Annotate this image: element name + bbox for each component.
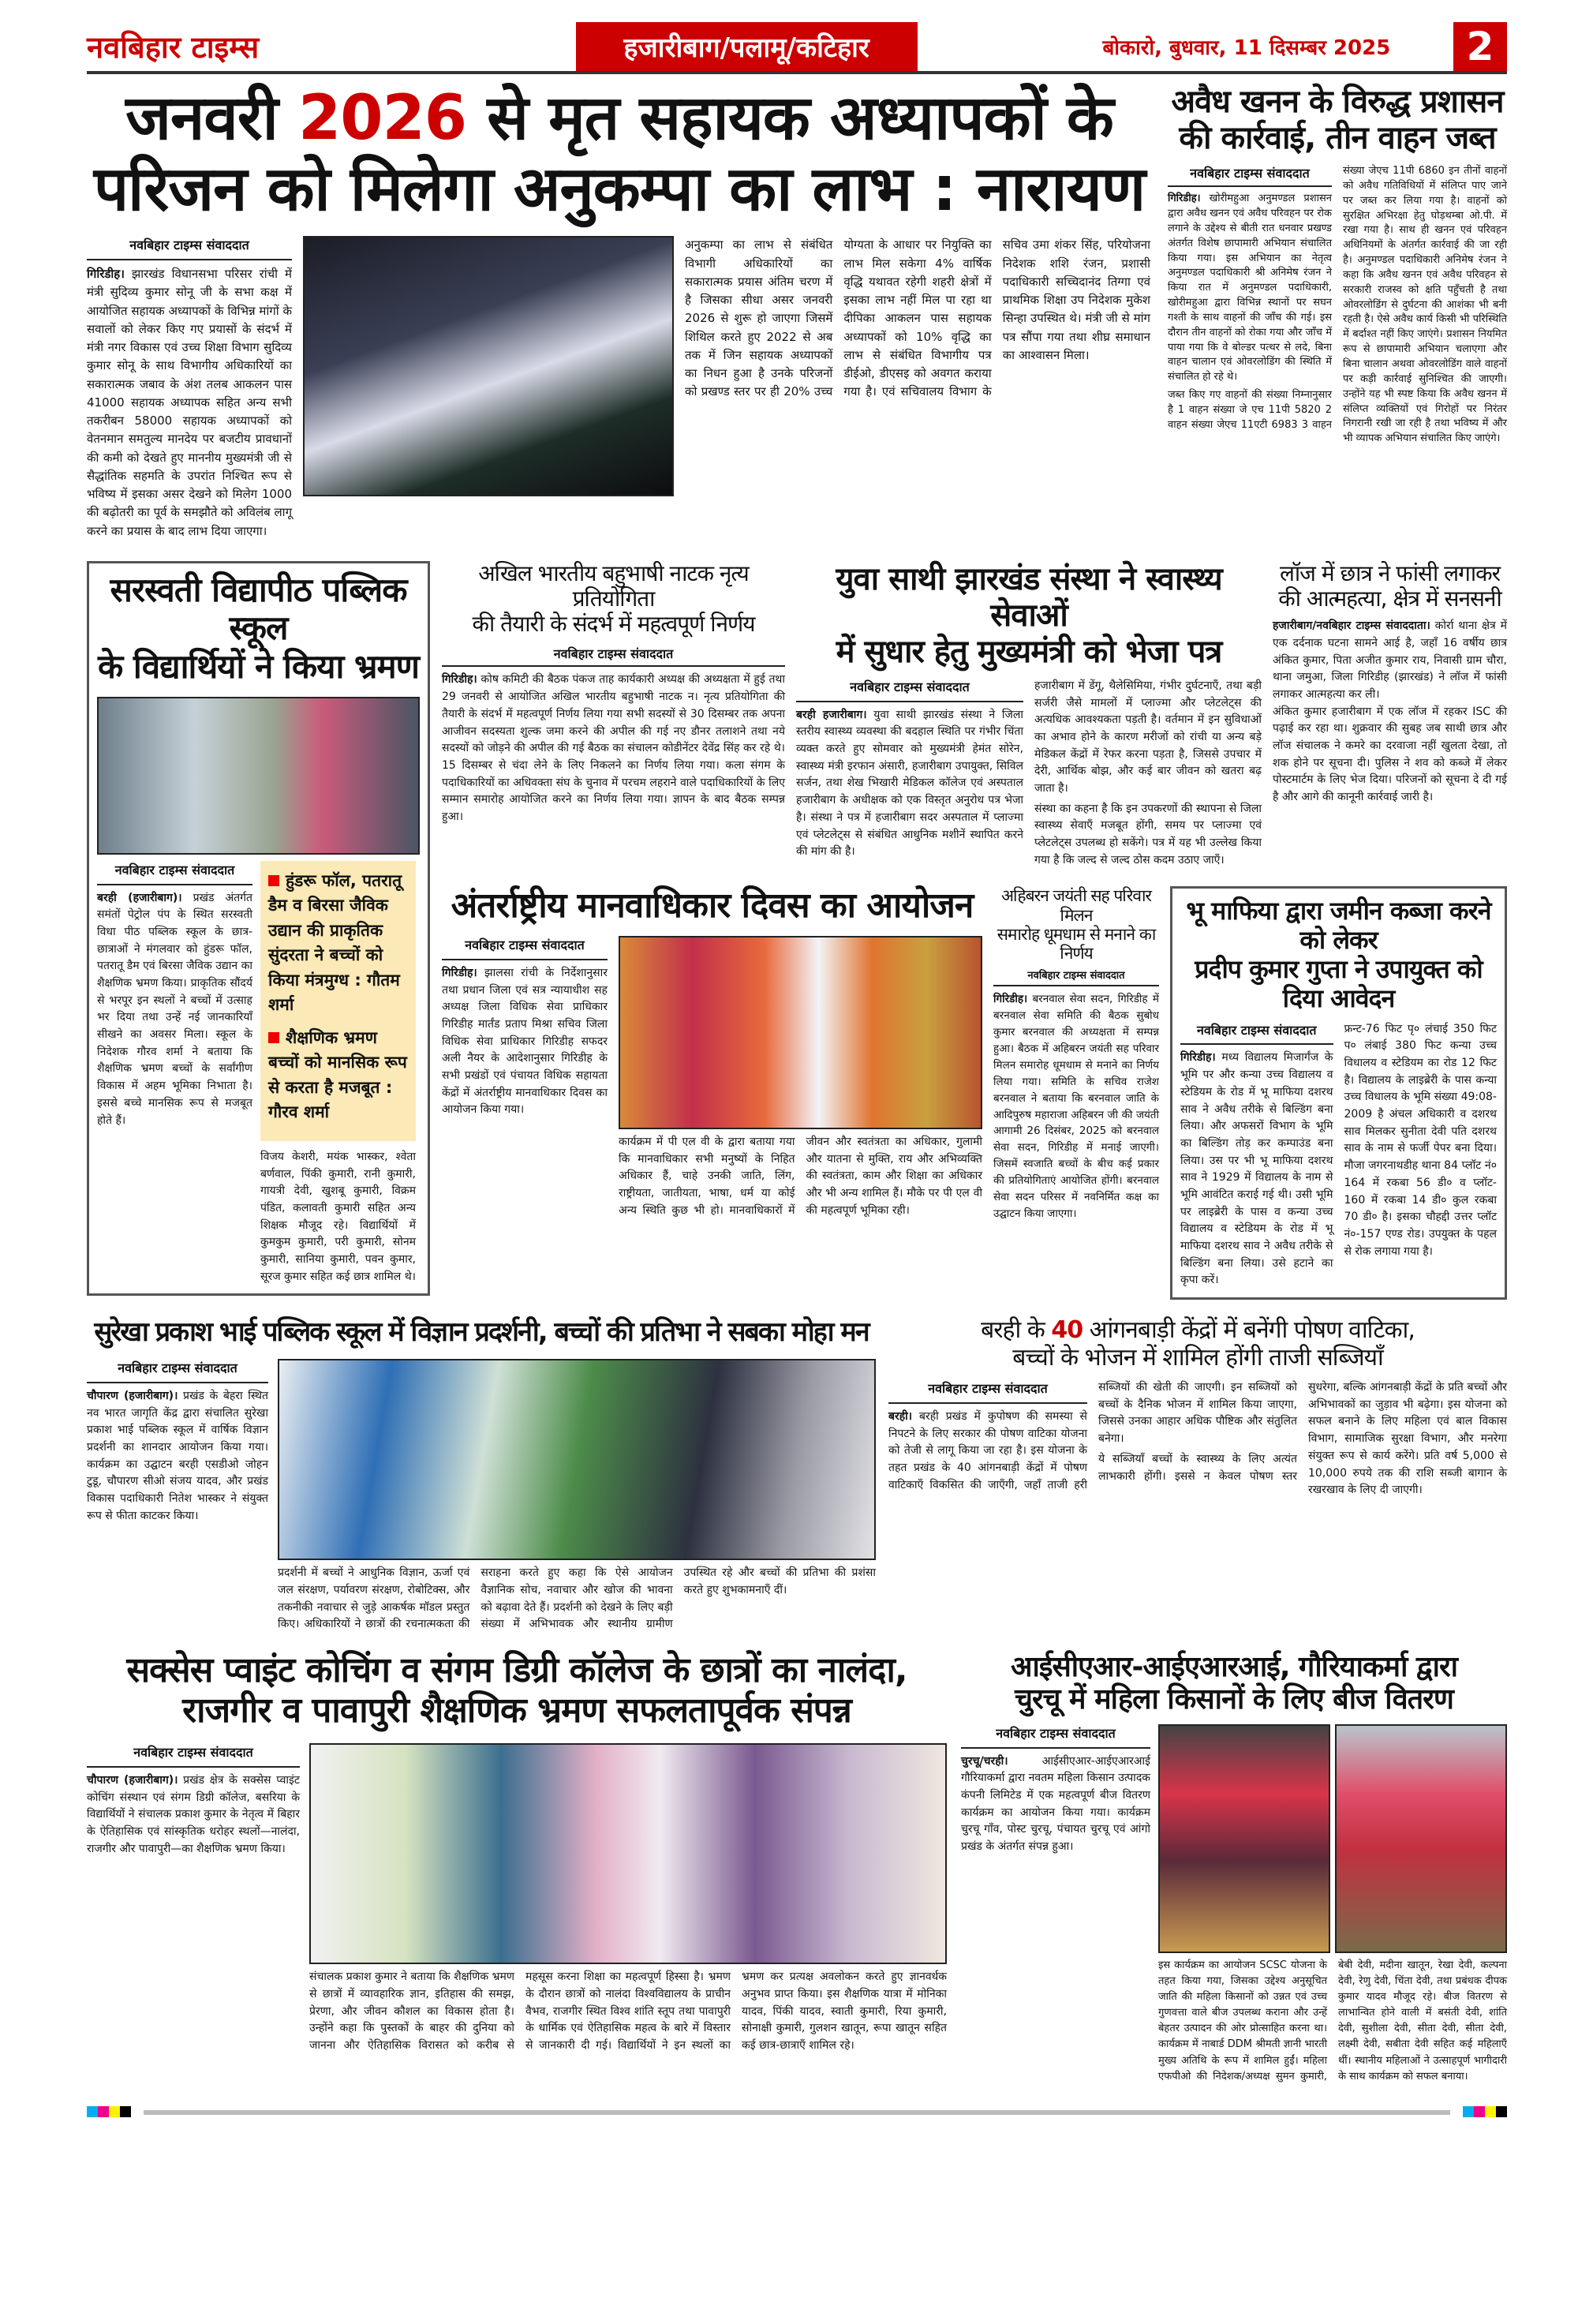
story-body	[1180, 1021, 1497, 1289]
headline-line-1: अवैध खनन के विरुद्ध प्रशासन	[1171, 84, 1504, 120]
story-body	[442, 936, 608, 1219]
paragraph: मध्य विद्यालय मिजार्गंज के भूमि पर और कन्या उच्च विद्यालय व स्टेडियम के रोड में भू माफिया दशरथ साव ने अवैध तरीके से बिल्डिंग बना लिया। और अफसरों विभाग के भूमि का बिल्डिंग तोड़ कर कम्पाउंड बना लिया। उस पर भी भू माफिया दशरथ साव ने 1929 में विद्यालय के नाम से भूमि आवंटित कराई गई थी। उसी भूमि पर लाइब्रेरी के पास व कन्या उच्च विद्यालय व स्टेडियम के रोड में भू माफिया दशरथ साव ने अवैध तरीके से बिल्डिंग बना लिया। उसे हटाने का कृपा करें।	[1180, 1051, 1333, 1287]
headline-line-1: अखिल भारतीय बहुभाषी नाटक नृत्य प्रतियोगिता	[478, 559, 749, 612]
headline-line-1: भू माफिया द्वारा जमीन कब्जा करने को लेकर	[1186, 896, 1491, 956]
color-mark	[120, 2106, 131, 2117]
paragraph: कार्यक्रम में पी एल वी के द्वारा बताया गया कि मानवाधिकार सभी मनुष्यों के निहित अधिकार हैं, चाहे उनकी जाति, लिंग, राष्ट्रीयता, जातीयता, भाषा, धर्म या कोई अन्य स्थिति कुछ भी हो। मानवाधिकारों में जीवन और स्वतंत्रता का अधिकार, गुलामी और यातना से मुक्ति, राय और अभिव्यक्ति की स्वतंत्रता, काम और शिक्षा का अधिकार और भी अन्य शामिल हैं। मौके पर पी एल वी की महत्वपूर्ण भूमिका रही।	[619, 1136, 982, 1217]
headline-line-1: सक्सेस प्वाइंट कोचिंग व संगम डिग्री कॉलेज के छात्रों का नालंदा,	[126, 1649, 907, 1690]
headline: अंतर्राष्ट्रीय मानवाधिकार दिवस का आयोजन	[451, 885, 974, 926]
science-exhibition-article	[87, 1317, 876, 1634]
print-color-marks	[1463, 2105, 1507, 2120]
byline: नवबिहार टाइम्स संवाददात	[796, 678, 1023, 702]
page-number: 2	[1453, 22, 1507, 71]
highlight-quote: हुंडरू फॉल, पतरातू डैम व बिरसा जैविक उद्यान की प्राकृतिक सुंदरता ने बच्चों को किया मंत्रमुग्ध : गौतम शर्मा	[268, 870, 402, 1015]
byline: नवबिहार टाइम्स संवाददात	[442, 936, 608, 960]
paragraph: प्रखंड के बेहरा स्थित नव भारत जागृति केंद्र द्वारा संचालित सुरेखा प्रकाश भाई पब्लिक स्कूल में वार्षिक विज्ञान प्रदर्शनी का शानदार आयोजन किया गया। कार्यक्रम का उद्घाटन बरही एसडीओ जोहन टुडू, चौपारण सीओ संजय यादव, और प्रखंड विकास पदाधिकारी नितेश भास्कर ने संयुक्त रूप से फीता काटकर किया।	[87, 1389, 268, 1522]
story-body	[87, 1743, 300, 2054]
color-mark	[1474, 2106, 1485, 2117]
dateline: चौपारण (हजारीबाग)।	[87, 1773, 178, 1787]
print-color-marks	[87, 2105, 131, 2120]
paragraph: इस कार्यक्रम का आयोजन SCSC योजना के तहत किया गया, जिसका उद्देश्य अनुसूचित जाति की महिला किसानों को उन्नत एवं उच्च गुणवत्ता वाले बीज उपलब्ध कराना और उन्हें बेहतर उत्पादन की ओर प्रोत्साहित करना था। कार्यक्रम में नाबार्ड DDM श्रीमती ज्ञानी भारती मुख्य अतिथि के रूप में शामिल हुईं। महिला एफपीओ की निदेशक/अध्यक्ष सुमन कुमारी, बेबी देवी, मदीना खातून, रेखा देवी, कल्पना देवी, रेणु देवी, चिंता देवी, तथा प्रबंधक दीपक कुमार यादव मौजूद रहे। बीज वितरण से लाभान्वित होने वाली में बसंती देवी, शांति देवी, सुशीला देवी, सीता देवी, सीता देवी, लक्ष्मी देवी, सबीता देवी सहित कई महिलाएँ थीं। स्थानीय महिलाओं ने उत्साहपूर्ण भागीदारी के साथ कार्यक्रम को सफल बनाया।	[1158, 1959, 1507, 2083]
educational-tour-article	[87, 1651, 947, 2055]
science-exhibition-photo	[278, 1359, 876, 1560]
headline-line-2: प्रदीप कुमार गुप्ता ने उपायुक्त को दिया आवेदन	[1195, 954, 1483, 1013]
dateline: गिरिडीह।	[87, 267, 125, 282]
headline-line-2: चुरचू में महिला किसानों के लिए बीज वितरण	[1015, 1683, 1453, 1716]
ahibaran-jayanti-article	[993, 886, 1159, 1222]
paragraph: बरही प्रखंड में कुपोषण की समस्या से निपटने के लिए सरकार की पोषण वाटिका योजना को तेजी से लागू किया जा रहा है। इस योजना के तहत प्रखंड के 40 आंगनबाड़ी केंद्रों में पोषण वाटिकाएँ विकसित की जाएँगी, जहाँ ताजी हरी सब्जियों की खेती की जाएगी। इन सब्जियों को बच्चों के दैनिक भोजन में शामिल किया जाएगा, जिससे उनका आहार अधिक पौष्टिक और संतुलित बनेगा।	[888, 1381, 1297, 1491]
paragraph: फ्रन्ट-76 फिट पृ० लंचाई 350 फिट प० लंबाई 380 फिट कन्या उच्च विधालय व स्टेडियम का रोड 12 फिट है। विद्यालय के लाइब्रेरी के पास कन्या उच्च विधालय के भूमि संख्या 49:08-2009 है अंचल अधिकारी व दशरथ साव मिलकर सुनीता देवी पति दशरथ साव के नाम से फर्जी पेपर बना दिया। मौजा जगरनाथडीह थाना 84 प्लॉट नं० 164 में रकबा 56 डी० व प्लॉट- 160 में रकबा 14 डी० कुल रकबा 70 डी० है। इसका चौहद्दी उत्तर प्लॉट नं०-157 एण्ड रोड। उपयुक्त के पहल से रोक लगाया गया है।	[1344, 1022, 1497, 1258]
footer-bar	[144, 2110, 1450, 2115]
byline: नवबिहार टाइम्स संवाददात	[888, 1379, 1087, 1404]
dateline: बरही हजारीबाग।	[796, 708, 867, 721]
story-body	[87, 1359, 268, 1634]
headline-line-2: परिजन को मिलेगा अनुकम्पा का लाभ : नारायण	[93, 153, 1146, 225]
headline	[1273, 561, 1507, 612]
headline	[888, 1317, 1507, 1372]
dateline: गिरिडीह।	[993, 993, 1028, 1006]
headline-line-2: राजगीर व पावापुरी शैक्षणिक भ्रमण सफलतापूर्वक संपन्न	[182, 1690, 851, 1731]
lead-story-body	[685, 236, 1150, 496]
headline-part: आंगनबाड़ी केंद्रों में बनेंगी पोषण वाटिका,	[1083, 1316, 1415, 1345]
women-farmers-photo-2	[1335, 1724, 1507, 1953]
headline-line-2: समारोह धूमधाम से मनाने का निर्णय	[997, 924, 1156, 963]
headline	[1180, 896, 1497, 1012]
headline-line-1: सरस्वती विद्यापीठ पब्लिक स्कूल	[110, 570, 407, 648]
byline: नवबिहार टाइम्स संवाददात	[87, 236, 292, 260]
byline: नवबिहार टाइम्स संवाददात	[442, 645, 785, 667]
byline: नवबिहार टाइम्स संवाददात	[961, 1724, 1150, 1749]
edition-section-label: हजारीबाग/पलामू/कटिहार	[576, 22, 918, 71]
byline: नवबिहार टाइम्स संवाददात	[87, 1359, 268, 1383]
paragraph: कोष कमिटी की बैठक पंकज ताह कार्यकारी अध्यक्ष की अध्यक्षता में हुई तथा 29 जनवरी से आयोजित अखिल भारतीय बहुभाषी नाटक न। नृत्य प्रतियोगिता की तैयारी के संदर्भ में महत्वपूर्ण निर्णय लिया गया सभी सदस्यों से 30 दिसम्बर तक अपना आजीवन सदस्यता शुल्क जमा करने की अपील की गई नए डौनर तलाशने तथा नये सदस्यों को जोड़ने की अपील की गई बैठक का संचालन कोडीनेंटर देवेंद्र सिंह कर रहे थे। 15 दिसम्बर से चंदा लेने के लिए निकलने का निर्णय लिया गया। कला संगम के पदाधिकारियों का अधिवक्ता संघ के चुनाव में परचम लहराने वाले पदाधिकारियों के लिए सम्मान समारोह आयोजित करने का निर्णय लिया गया। ज्ञापन के बाद बैठक सम्पन्न हुआ।	[442, 673, 785, 823]
color-mark	[98, 2106, 109, 2117]
lead-story-col1	[87, 236, 292, 544]
students-group-photo	[309, 1743, 947, 1964]
dateline: बरही।	[888, 1409, 913, 1423]
human-rights-day-article	[442, 886, 982, 1219]
paragraph: आईसीएआर-आईएआरआई गौरियाकर्मा द्वारा नवतम महिला किसान उत्पादक कंपनी लिमिटेड में एक महत्वपूर्ण बीज वितरण कार्यक्रम का आयोजन किया गया। कार्यक्रम चुरचू गाँव, पोस्ट चुरचू, पंचायत चुरचू एवं आंगो प्रखंड के अंतर्गत संपन्न हुआ।	[961, 1754, 1150, 1853]
headline-line-1: आईसीएआर-आईएआरआई, गौरियाकर्मा द्वारा	[1010, 1650, 1457, 1683]
headline	[442, 561, 785, 638]
headline	[961, 1651, 1507, 1716]
paragraph: प्रदर्शनी में बच्चों ने आधुनिक विज्ञान, ऊर्जा एवं जल संरक्षण, पर्यावरण संरक्षण, रोबोटिक्स, और तकनीकी नवाचार से जुड़े आकर्षक मॉडल प्रस्तुत किए। अधिकारियों ने छात्रों की रचनात्मकता की सराहना करते हुए कहा कि ऐसे आयोजन वैज्ञानिक सोच, नवाचार और खोज की भावना को बढ़ावा देते हैं। प्रदर्शनी को देखने के लिए बड़ी संख्या में अभिभावक और स्थानीय ग्रामीण उपस्थित रहे और बच्चों की प्रतिभा की प्रशंसा करते हुए शुभकामनाएँ दीं।	[278, 1566, 876, 1631]
bullet-icon	[268, 875, 279, 886]
paragraph: झारखंड विधानसभा परिसर रांची में मंत्री सुदिव्य कुमार सोनू जी के सभा कक्ष में आयोजित सहायक अध्यापकों के विभिन्न मांगों के सवालों को लेकर किए गए प्रयासों के संदर्भ में मंत्री नगर विकास एवं उच्च शिक्षा विभाग सुदिव्य कुमार सोनू के साथ विभागीय अधिकारियों का सकारात्मक जबाव के अंश तलब आकलन पास 41000 सहायक अध्यापक सहित अन्य सभी तकरीबन 58000 सहायक अध्यापकों को वेतनमान समतुल्य मानदेय पर बजटीय प्रावधानों की कमी को देखते हुए माननीय मुख्यमंत्री जी से सैद्धांतिक सहमति के उपरांत निश्चित रूप से भविष्य में इसका असर देखने को मिलेग 1000 की बढ़ोतरी का पूर्व के समझौते को अविलंब लागू करने का प्रयास के बाद लाभ दिया जाएगा।	[87, 267, 293, 538]
drama-competition-article	[442, 561, 785, 826]
women-farmers-photo-1	[1158, 1724, 1330, 1953]
byline: नवबिहार टाइम्स संवाददात	[87, 1743, 300, 1768]
dateline: गिरिडीह।	[442, 966, 477, 979]
headline-number: 40	[1051, 1316, 1083, 1345]
headline-line-2: की आत्महत्या, क्षेत्र में सनसनी	[1278, 586, 1501, 612]
headline-line-1: लॉज में छात्र ने फांसी लगाकर	[1279, 559, 1501, 586]
mining-headline	[1168, 84, 1507, 156]
land-mafia-article	[1170, 886, 1507, 1300]
color-mark	[109, 2106, 120, 2117]
dateline: हजारीबाग/नवबिहार टाइम्स संवाददाता।	[1273, 619, 1430, 633]
paragraph: संचालक प्रकाश कुमार ने बताया कि शैक्षणिक भ्रमण से छात्रों में व्यावहारिक ज्ञान, इतिहास की समझ, प्रेरणा, और जीवन कौशल का विकास होता है। उन्होंने कहा कि पुस्तकों के बाहर की दुनिया को जानना और ऐतिहासिक विरासत को करीब से महसूस करना शिक्षा का महत्वपूर्ण हिस्सा है। भ्रमण के दौरान छात्रों को नालंदा विश्वविद्यालय के प्राचीन वैभव, राजगीर स्थित विश्व शांति स्तूप तथा पावापुरी के धार्मिक एवं ऐतिहासिक महत्व के बारे में विस्तार से जानकारी दी गई। विद्यार्थियों ने इन स्थलों का भ्रमण कर प्रत्यक्ष अवलोकन करते हुए ज्ञानवर्धक अनुभव प्राप्त किया। इस शैक्षणिक यात्रा में मोनिका यादव, पिंकी यादव, स्वाती कुमारी, रिया कुमारी, सोनाक्षी कुमारी, गुलशन खातून, रूपा खातून सहित कई छात्र-छात्राएँ शामिल रहे।	[309, 1970, 947, 2052]
byline: नवबिहार टाइम्स संवाददात	[1168, 164, 1332, 187]
students-waterfall-photo	[97, 697, 420, 855]
truck-photo	[303, 236, 674, 496]
paragraph: हजारीबाग में डेंगू, थैलेसिमिया, गंभीर दुर्घटनाएँ, तथा बड़ी सर्जरी जैसे मामलों में प्लाज्मा और प्लेटलेट्स की अत्यधिक आवश्यकता पड़ती है। वर्तमान में इन सुविधाओं का अभाव होने के कारण मरीजों को रांची या अन्य बड़े मेडिकल केंद्रों में रेफर करना पड़ता है, जिससे उपचार में देरी, आर्थिक बोझ, और कई बार जीवन को खतरा बढ़ जाता है।	[1034, 679, 1262, 795]
seed-distribution-article	[961, 1651, 1507, 2085]
paragraph: कोर्रा थाना क्षेत्र में एक दर्दनाक घटना सामने आई है, जहाँ 16 वर्षीय छात्र अंकित कुमार, पिता अजीत कुमार राय, निवासी ग्राम चौरा, थाना जमुआ, जिला गिरिडीह (झारखंड) ने लॉज में फांसी लगाकर आत्महत्या कर ली।	[1273, 619, 1507, 702]
paragraph: जब्त किए गए वाहनों की संख्या निम्नानुसार है 1 वाहन संख्या जे एच 11पी 5820 2 वाहन संख्या जेएच 11एटी 6983 3 वाहन संख्या जेएच 11पी 6860 इन तीनों वाहनों को अवैध गतिविधियों में संलिप्त पाए जाने पर जब्त कर लिया गया है। वाहनों को सुरक्षित अभिरक्षा हेतु घोड़थम्बा ओ.पी. में रखा गया है। साथ ही खनन एवं परिवहन अधिनियमों के अंतर्गत कार्रवाई की जा रही है। अनुमण्डल पदाधिकारी अनिमेष रंजन ने कहा कि अवैध खनन एवं अवैध परिवहन से सरकारी राजस्व को क्षति पहुँचती है तथा ओवरलोडिंग से दुर्घटना की आशंका भी बनी रहती है। ऐसे अवैध कार्य किसी भी परिस्थिति में बर्दाश्त नहीं किए जाएंगे। प्रशासन नियमित रूप से छापामारी अभियान चलाएगा और बिना चालान अथवा ओवरलोडिंग वाले वाहनों पर कड़ी कार्रवाई सुनिश्चित की जाएगी। उन्होंने यह भी स्पष्ट किया कि अवैध खनन में संलिप्त व्यक्तियों एवं गिरोहों पर निरंतर निगरानी रखी जा रही है तथा भविष्य में और भी व्यापक अभियान संचालित किए जाएंगे।	[1168, 165, 1507, 445]
color-mark	[1463, 2106, 1474, 2117]
women-banner-photo	[619, 936, 982, 1129]
row-1	[87, 84, 1507, 544]
mining-article	[1168, 84, 1507, 447]
headline-part: से मृत सहायक अध्यापकों के	[466, 83, 1113, 154]
dateline: गिरिडीह।	[442, 673, 477, 687]
dateline: चुरचू/चरही।	[961, 1754, 1008, 1768]
headline	[796, 561, 1262, 670]
headline	[97, 571, 420, 686]
paragraph: ये सब्जियाँ बच्चों के स्वास्थ्य के लिए अत्यंत लाभकारी होंगी। इससे न केवल पोषण स्तर सुधरेगा, बल्कि आंगनबाड़ी केंद्रों के प्रति बच्चों और अभिभावकों का जुड़ाव भी बढ़ेगा। इस योजना को सफल बनाने के लिए महिला एवं बाल विकास विभाग, सामाजिक सुरक्षा विभाग, और मनरेगा संयुक्त रूप से कार्य करेंगे। प्रति वर्ष 5,000 से 10,000 रुपये तक की राशि सब्जी बागान के रखरखाव के लिए दी जाएगी।	[1098, 1381, 1507, 1497]
row-5	[87, 1651, 1507, 2085]
paragraph: अंकित कुमार हजारीबाग में एक लॉज में रहकर ISC की पढ़ाई कर रहा था। शुक्रवार की सुबह जब साथी छात्र और लॉज संचालक ने कमरे का दरवाजा नहीं खुलता देखा, तो शक होने पर सूचना दी। पुलिस ने शव को कब्जे में लेकर पोस्टमार्टम के लिए भेज दिया। परिजनों को सूचना दे दी गई है और आगे की कानूनी कार्रवाई जारी है।	[1273, 705, 1507, 804]
story-body	[97, 861, 252, 1286]
dateline: बरही (हजारीबाग)।	[97, 891, 182, 904]
lead-headline	[87, 84, 1152, 225]
headline-part: बरही के	[981, 1316, 1052, 1345]
headline	[87, 1651, 947, 1731]
color-mark	[1496, 2106, 1507, 2117]
headline-line-2: बच्चों के भोजन में शामिल होंगी ताजी सब्जियाँ	[1012, 1343, 1383, 1372]
color-mark	[87, 2106, 98, 2117]
issue-date: बोकारो, बुधवार, 11 दिसम्बर 2025	[1102, 36, 1391, 60]
headline	[993, 886, 1159, 963]
lead-article	[87, 84, 1152, 544]
byline: नवबिहार टाइम्स संवाददात	[1180, 1021, 1333, 1046]
paragraph: विजय केशरी, मयंक भास्कर, श्वेता बर्णवाल, पिंकी कुमारी, रानी कुमारी, गायत्री देवी, खुशबू कुमारी, विक्रम पंडित, कलावती कुमारी सहित अन्य शिक्षक मौजूद रहे। विद्यार्थियों में कुमकुम कुमारी, परी कुमारी, सोनम कुमारी, सानिया कुमारी, पवन कुमार, सूरज कुमार सहित कई छात्र शामिल थे।	[260, 1150, 416, 1283]
nutrition-garden-article	[888, 1317, 1507, 1499]
headline-line-2: में सुधार हेतु मुख्यमंत्री को भेजा पत्र	[836, 633, 1222, 670]
paragraph: युवा साथी झारखंड संस्था ने जिला स्तरीय स्वास्थ्य व्यवस्था की बदहाल स्थिति पर गंभीर चिंता व्यक्त करते हुए सोमवार को मुख्यमंत्री हेमंत सोरेन, स्वास्थ्य मंत्री इरफान अंसारी, हजारीबाग उपायुक्त, सिविल सर्जन, तथा शेख भिखारी मेडिकल कॉलेज एवं अस्पताल हजारीबाग के अधीक्षक को एक विस्तृत अनुरोध पत्र भेजा है। संस्था ने पत्र में हजारीबाग सदर अस्पताल में प्लाज्मा एवं प्लेटलेट्स से संबंधित आधुनिक मशीनें स्थापित करने की मांग की है।	[796, 708, 1023, 859]
page-footer	[87, 2105, 1507, 2120]
paragraph: झालसा रांची के निर्देशानुसार तथा प्रधान जिला एवं सत्र न्यायाधीश सह अध्यक्ष जिला विधिक सेवा प्राधिकार गिरिडीह मार्तंड प्रताप मिश्रा सचिव जिला विधिक सेवा प्राधिकार गिरिडीह सफदर अली नैयर के आदेशानुसार गिरिडीह के सभी प्रखंडों एवं पंचायत विधिक सहायता केंद्रों में अंतर्राष्ट्रीय मानवाधिकार दिवस का आयोजन किया गया।	[442, 966, 608, 1117]
dateline: चौपारण (हजारीबाग)।	[87, 1389, 178, 1402]
paragraph: प्रखंड अंतर्गत समंतों पेट्रोल पंप के स्थित सरस्वती विधा पीठ पब्लिक स्कूल के छात्र-छात्राओं ने मंगलवार को हुंडरू फॉल, पतरातू डैम एवं बिरसा जैविक उद्यान का शैक्षणिक भ्रमण किया। प्राकृतिक सौंदर्य से भरपूर इन स्थलों ने बच्चों में उत्साह भर दिया तथा उन्हें नई जानकारियाँ सीखने का अवसर मिला। स्कूल के निदेशक गौरव शर्मा ने बताया कि शैक्षणिक भ्रमण बच्चों के सर्वांगीण विकास में अहम भूमिका निभाता है। इससे बच्चे मानसिक रूप से मजबूत होते हैं।	[97, 891, 252, 1127]
story-body	[888, 1379, 1507, 1499]
paragraph: अनुकम्पा का लाभ से संबंधित विभागी अधिकारियों का सकारात्मक प्रयास अंतिम चरण में है जिसका सीधा असर जनवरी 2026 से शुरू हो जाएगा जिसमें शिथिल करते हुए 2022 से अब तक में जिन सहायक अध्यापकों का निधन हुआ है उनके परिजनों को प्रखण्ड स्तर पर ही 20% उच्च योग्यता के आधार पर नियुक्ति का लाभ मिल सकेगा 4% वार्षिक वृद्धि यथावत रहेगी शहरी क्षेत्रों में इसका लाभ नहीं मिल पा रहा था दीपिका आकलन पास सहायक अध्यापकों को 10% वृद्धि का लाभ से संबंधित विभागीय पत्र डीईओ, डीएसइ को अवगत कराया गया है। एवं सचिवालय विभाग के सचिव उमा शंकर सिंह, परियोजना निदेशक शशि रंजन, प्रशासी पदाधिकारी सच्चिदानंद तिग्गा एवं प्राथमिक शिक्षा उप निदेशक मुकेश सिन्हा उपस्थित थे। मंत्री जी से मांग पत्र सौंपा गया तथा शीघ्र समाधान का आश्वासन मिला।	[685, 238, 1150, 399]
story-body	[796, 678, 1262, 870]
row-4	[87, 1317, 1507, 1634]
highlight-box	[260, 861, 416, 1141]
mining-story	[1168, 164, 1507, 447]
headline-line-2: के विद्यार्थियों ने किया भ्रमण	[98, 646, 419, 686]
newspaper-logo: नवबिहार टाइम्स	[87, 30, 260, 65]
dateline: गिरिडीह।	[1168, 193, 1201, 205]
paragraph: संस्था का कहना है कि इन उपकरणों की स्थापना से जिला स्वास्थ्य सेवाएँ मजबूत होंगी, समय पर प्लाज्मा एवं प्लेटलेट्स उपलब्ध हो सकेंगे। पत्र में यह भी उल्लेख किया गया है कि जल्द से जल्द ठोस कदम उठाए जाएँ।	[1034, 802, 1262, 866]
saraswati-school-article	[87, 561, 430, 1296]
student-suicide-article	[1273, 561, 1507, 806]
headline-line-2: की तैयारी के संदर्भ में महत्वपूर्ण निर्णय	[472, 611, 755, 638]
bullet-icon	[268, 1032, 279, 1043]
highlight-quote: शैक्षणिक भ्रमण बच्चों को मानसिक रूप से करता है मजबूत : गौरव शर्मा	[268, 1027, 407, 1122]
row-2	[87, 561, 1507, 1300]
headline-year: 2026	[297, 83, 467, 154]
byline: नवबिहार टाइम्स संवाददात	[97, 861, 252, 885]
byline: नवबिहार टाइम्स संवाददात	[993, 967, 1159, 986]
color-mark	[1485, 2106, 1496, 2117]
paragraph: प्रखंड क्षेत्र के सक्सेस प्वाइंट कोचिंग संस्थान एवं संगम डिग्री कॉलेज, बसरिया के विद्यार्थियों ने संचालक प्रकाश कुमार के नेतृत्व में बिहार के ऐतिहासिक एवं सांस्कृतिक धरोहर स्थलों—नालंदा, राजगीर और पावापुरी—का शैक्षणिक भ्रमण किया।	[87, 1773, 300, 1855]
dateline: गिरिडीह।	[1180, 1051, 1216, 1065]
headline-line-2: की कार्रवाई, तीन वाहन जब्त	[1179, 120, 1496, 156]
health-services-article	[796, 561, 1262, 870]
story-body	[961, 1724, 1150, 2085]
headline-line-1: अहिबरन जयंती सह परिवार मिलन	[1000, 886, 1152, 925]
headline-line-1: युवा साथी झारखंड संस्था ने स्वास्थ्य सेवाओं	[836, 560, 1222, 634]
headline-part: जनवरी	[125, 83, 298, 154]
masthead	[87, 22, 1507, 74]
headline: सुरेखा प्रकाश भाई पब्लिक स्कूल में विज्ञान प्रदर्शनी, बच्चों की प्रतिभा ने सबका मोहा मन	[94, 1316, 869, 1349]
paragraph: खोरीमहुआ अनुमण्डल प्रशासन द्वारा अवैध खनन एवं अवैध परिवहन पर रोक लगाने के उद्देश्य से बीती रात धनवार प्रखण्ड अंतर्गत विशेष छापामारी अभियान संचालित किया गया। इस अभियान का नेतृत्व अनुमण्डल पदाधिकारी श्री अनिमेष रंजन ने किया रात में अनुमण्डल पदाधिकारी, खोरीमहुआ द्वारा विभिन्न स्थानों पर सघन गश्ती के साथ वाहनों की जाँच की गई। इस दौरान तीन वाहनों को रोका गया और जाँच में पाया गया कि वे बोल्डर पत्थर से लदे, बिना वाहन चालान एवं ओवरलोडिंग की स्थिति में संचालित हो रहे थे।	[1168, 193, 1332, 384]
paragraph: बरनवाल सेवा सदन, गिरिडीह में बरनवाल सेवा समिति की बैठक सुबोध कुमार बरनवाल की अध्यक्षता में सम्पन्न हुआ। बैठक में अहिबरन जयंती सह परिवार मिलन समारोह धूमधाम से मनाने का निर्णय लिया गया। समिति के सचिव राजेश बरनवाल ने बताया कि बरनवाल जाति के आदिपुरुष महाराजा अहिबरन जी की जयंती आगामी 26 दिसंबर, 2025 को बरनवाल सेवा सदन, गिरिडीह में मनाई जाएगी। जिसमें स्वजाति बच्चों के बीच कई प्रकार की प्रतियोगिताएं आयोजित होंगी। बरनवाल सेवा सदन परिसर में नवनिर्मित कक्ष का उद्घाटन किया जाएगा।	[993, 993, 1159, 1221]
